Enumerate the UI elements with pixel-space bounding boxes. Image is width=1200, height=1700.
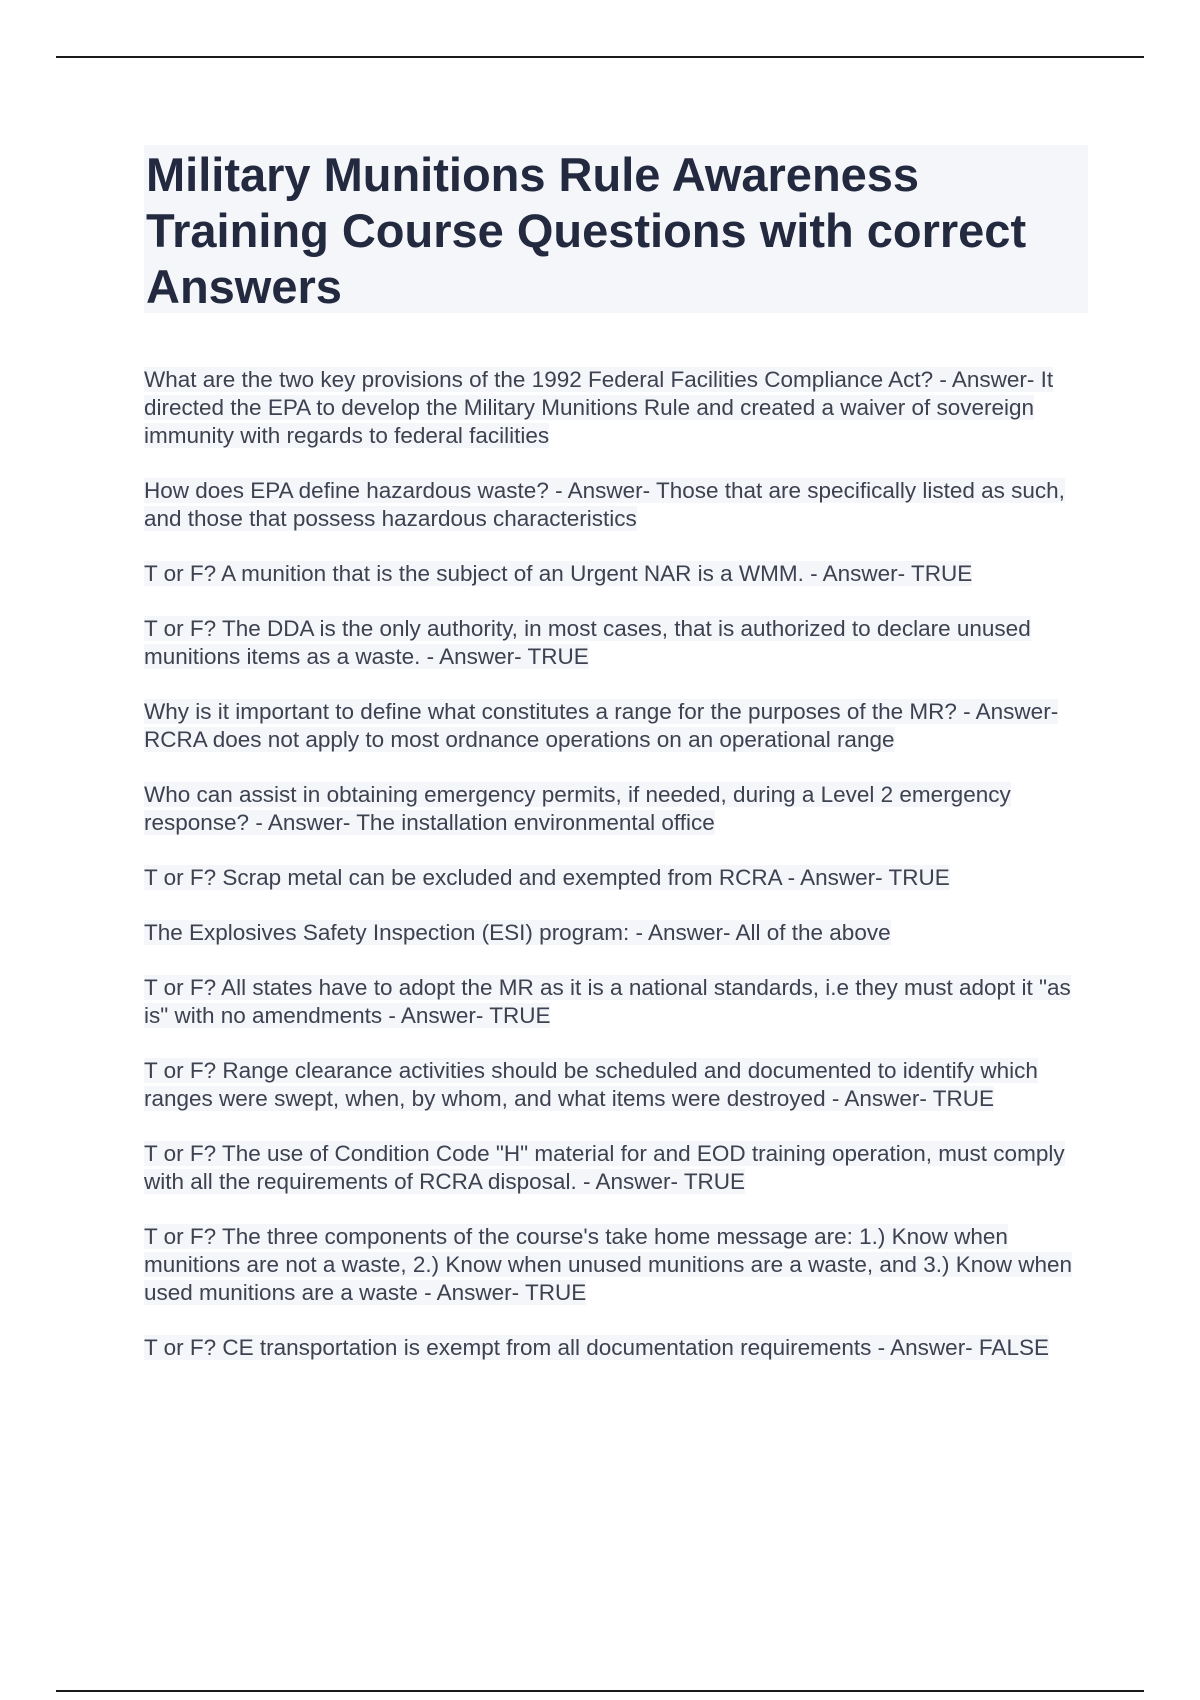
qa-item — [144, 1140, 1088, 1196]
qa-text: How does EPA define hazardous waste? - Answer- Those that are specifically listed as such, and those that possess hazardous characteristics — [144, 478, 1065, 531]
qa-list — [144, 366, 1088, 1362]
qa-text: What are the two key provisions of the 1992 Federal Facilities Compliance Act? - Answer- It directed the EPA to develop the Military Munitions Rule and created a waiver of sovereign immunity with regards to federal facilities — [144, 367, 1054, 448]
qa-item — [144, 864, 1088, 892]
qa-text: Who can assist in obtaining emergency permits, if needed, during a Level 2 emergency response? - Answer- The installation environmental office — [144, 782, 1011, 835]
qa-item — [144, 1223, 1088, 1307]
qa-item — [144, 1057, 1088, 1113]
qa-item — [144, 366, 1088, 450]
bottom-divider — [56, 1690, 1144, 1692]
qa-text: The Explosives Safety Inspection (ESI) program: - Answer- All of the above — [144, 920, 891, 945]
title-block — [144, 145, 1088, 313]
qa-item — [144, 781, 1088, 837]
qa-item — [144, 1334, 1088, 1362]
qa-text: T or F? All states have to adopt the MR as it is a national standards, i.e they must adopt it "as is" with no amendments - Answer- TRUE — [144, 975, 1071, 1028]
qa-item — [144, 974, 1088, 1030]
qa-text: T or F? The three components of the course's take home message are: 1.) Know when munitions are not a waste, 2.) Know when unused munitions are a waste, and 3.) Know when used munitions are a waste - Answer- TRUE — [144, 1224, 1073, 1305]
qa-item — [144, 477, 1088, 533]
qa-item — [144, 615, 1088, 671]
qa-text: T or F? CE transportation is exempt from all documentation requirements - Answer- FALSE — [144, 1335, 1049, 1360]
qa-text: T or F? The DDA is the only authority, in most cases, that is authorized to declare unused munitions items as a waste. - Answer- TRUE — [144, 616, 1031, 669]
qa-item — [144, 698, 1088, 754]
qa-text: T or F? The use of Condition Code "H" material for and EOD training operation, must comply with all the requirements of RCRA disposal. - Answer- TRUE — [144, 1141, 1065, 1194]
top-divider — [56, 56, 1144, 58]
qa-item — [144, 919, 1088, 947]
qa-text: T or F? A munition that is the subject of an Urgent NAR is a WMM. - Answer- TRUE — [144, 561, 973, 586]
qa-text: Why is it important to define what constitutes a range for the purposes of the MR? - Answer- RCRA does not apply to most ordnance operations on an operational range — [144, 699, 1059, 752]
qa-item — [144, 560, 1088, 588]
qa-text: T or F? Scrap metal can be excluded and exempted from RCRA - Answer- TRUE — [144, 865, 950, 890]
qa-text: T or F? Range clearance activities should be scheduled and documented to identify which ranges were swept, when, by whom, and what items were destroyed - Answer- TRUE — [144, 1058, 1038, 1111]
document-title: Military Munitions Rule Awareness Training Course Questions with correct Answers — [146, 148, 1027, 313]
